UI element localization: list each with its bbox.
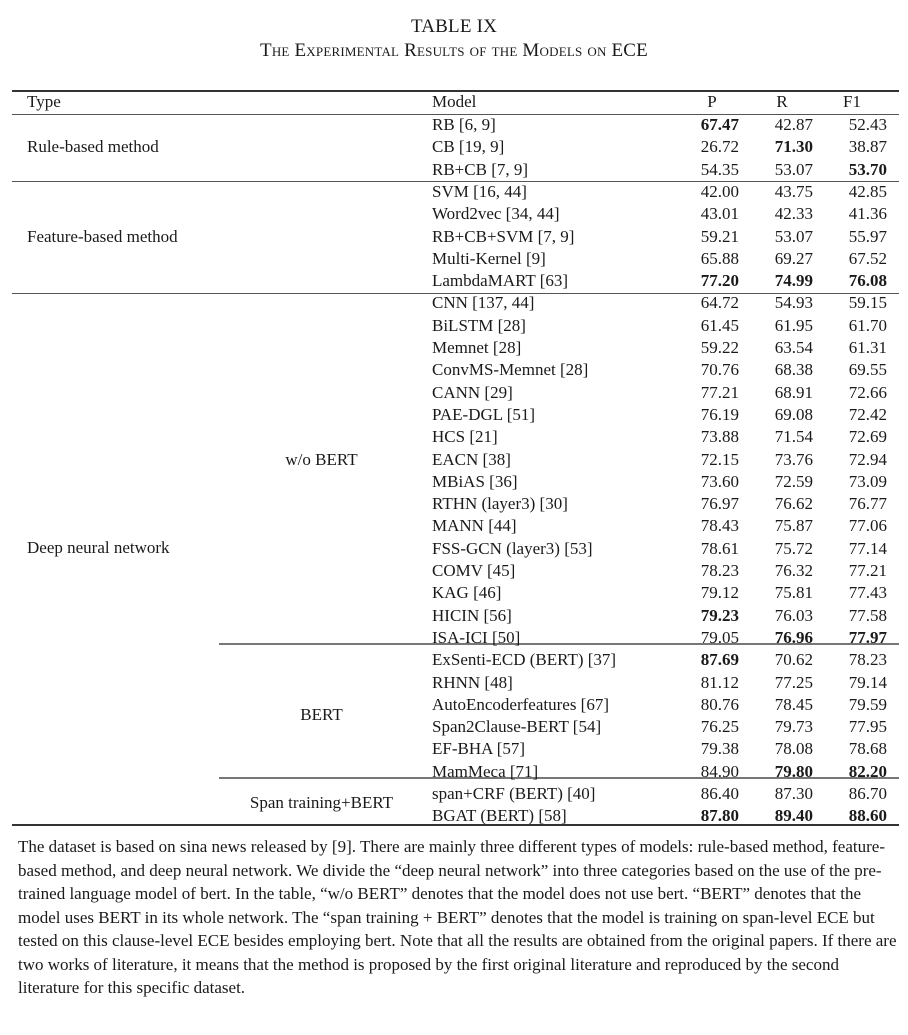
table-row — [12, 672, 899, 694]
metric-f1: 67.52 — [848, 248, 887, 268]
model-name: MamMeca [71] — [432, 761, 539, 781]
model-name: EF-BHA [57] — [432, 739, 526, 759]
metric-r: 42.87 — [774, 115, 813, 134]
metric-r: 70.62 — [774, 650, 813, 670]
table-row — [12, 605, 899, 627]
metric-r: 68.38 — [774, 360, 813, 380]
table-row — [12, 783, 899, 805]
metric-p: 86.40 — [700, 784, 739, 803]
metric-p: 78.23 — [700, 561, 739, 580]
metric-p: 76.25 — [700, 717, 739, 737]
metric-r: 43.75 — [774, 181, 813, 201]
metric-f1: 73.09 — [848, 471, 887, 491]
metric-f1: 69.55 — [848, 360, 887, 380]
table-row — [12, 805, 899, 827]
model-name: span+CRF (BERT) [40] — [432, 784, 596, 803]
metric-f1: 38.87 — [848, 137, 887, 157]
model-name: PAE-DGL [51] — [432, 404, 536, 424]
metric-p: 78.61 — [700, 538, 739, 558]
table-row — [12, 493, 899, 515]
metric-f1: 77.14 — [848, 538, 887, 558]
metric-p: 67.47 — [700, 115, 739, 134]
table-title: The Experimental Results of the Models on ECE — [260, 40, 648, 61]
metric-r: 76.62 — [774, 494, 813, 514]
header-model: Model — [432, 92, 477, 111]
table-row — [12, 203, 899, 225]
metric-p: 73.60 — [700, 471, 739, 491]
metric-f1: 79.59 — [848, 694, 887, 714]
model-name: KAG [46] — [432, 583, 502, 603]
table-row — [12, 471, 899, 493]
metric-f1: 55.97 — [848, 226, 887, 246]
model-name: LambdaMART [63] — [432, 271, 569, 291]
metric-f1: 53.70 — [848, 159, 887, 179]
metric-p: 84.90 — [700, 761, 739, 781]
metric-r: 75.87 — [774, 516, 813, 536]
metric-p: 77.20 — [700, 271, 739, 291]
header-f1: F1 — [843, 92, 861, 111]
metric-f1: 72.42 — [848, 404, 887, 424]
metric-r: 54.93 — [774, 293, 813, 313]
metric-p: 59.21 — [700, 226, 739, 246]
metric-r: 53.07 — [774, 226, 813, 246]
table-row — [12, 337, 899, 359]
metric-p: 42.00 — [700, 181, 739, 201]
metric-p: 79.38 — [700, 739, 739, 759]
metric-p: 87.80 — [700, 806, 739, 826]
metric-r: 79.80 — [774, 761, 813, 781]
table-number: TABLE IX — [410, 16, 498, 37]
metric-p: 81.12 — [700, 672, 739, 692]
metric-r: 71.30 — [774, 137, 813, 157]
table-row — [12, 582, 899, 604]
group-feature-based: Feature-based method — [27, 227, 178, 246]
table-row — [12, 270, 899, 292]
metric-r: 78.08 — [774, 739, 813, 759]
table-row — [12, 761, 899, 783]
table-footnote: The dataset is based on sina news released by [9]. There are mainly three different types of models: rule-based method, feature-based method, and deep neural network. We divide the “deep neural network” into three categories based on the use of the pre-trained language model of bert. In the table, “w/o BERT” denotes that the model does not use bert. “BERT” denotes that the model uses BERT in its whole network. The “span training + BERT” denotes that the model is training on span-level ECE but tested on this clause-level ECE besides employing bert. Note that all the results are obtained from the original papers. If there are two works of literature, it means that the method is proposed by the first original literature and reproduced by the second literature for this specific dataset. — [18, 837, 897, 997]
metric-r: 68.91 — [774, 382, 813, 402]
table-row — [12, 359, 899, 381]
metric-r: 87.30 — [774, 784, 813, 803]
model-name: RB+CB+SVM [7, 9] — [432, 226, 575, 246]
metric-r: 78.45 — [774, 694, 813, 714]
model-name: EACN [38] — [432, 449, 511, 469]
table-row — [12, 449, 899, 471]
model-name: CB [19, 9] — [432, 137, 505, 157]
metric-p: 72.15 — [700, 449, 739, 469]
metric-r: 72.59 — [774, 471, 813, 491]
metric-p: 79.23 — [700, 605, 739, 625]
metric-f1: 79.14 — [848, 672, 887, 692]
group-deep-neural-network: Deep neural network — [27, 538, 170, 557]
metric-f1: 82.20 — [848, 761, 887, 781]
table-row — [12, 382, 899, 404]
metric-p: 64.72 — [700, 293, 739, 313]
metric-f1: 61.31 — [848, 338, 887, 357]
metric-p: 54.35 — [700, 159, 739, 179]
metric-p: 59.22 — [700, 338, 739, 357]
metric-f1: 77.21 — [848, 561, 887, 580]
metric-r: 76.96 — [774, 627, 813, 647]
table-row — [12, 515, 899, 537]
metric-r: 63.54 — [774, 338, 813, 357]
metric-r: 76.03 — [774, 605, 813, 625]
metric-r: 69.08 — [774, 404, 813, 424]
table-row — [12, 716, 899, 738]
table-row — [12, 159, 899, 181]
model-name: RHNN [48] — [432, 672, 513, 692]
metric-r: 73.76 — [774, 449, 813, 469]
model-name: HCS [21] — [432, 427, 498, 447]
table-row — [12, 181, 899, 203]
model-name: ISA-ICI [50] — [432, 627, 521, 647]
metric-p: 87.69 — [700, 650, 739, 670]
metric-f1: 72.66 — [848, 382, 887, 402]
metric-f1: 61.70 — [848, 315, 887, 335]
metric-f1: 59.15 — [848, 293, 887, 313]
model-name: MBiAS [36] — [432, 471, 518, 491]
metric-f1: 78.23 — [848, 650, 887, 670]
model-name: MANN [44] — [432, 516, 517, 536]
metric-f1: 77.43 — [848, 583, 887, 603]
model-name: SVM [16, 44] — [432, 181, 527, 201]
metric-r: 75.81 — [774, 583, 813, 603]
model-name: Multi-Kernel [9] — [432, 248, 546, 268]
model-name: FSS-GCN (layer3) [53] — [432, 538, 593, 558]
model-name: BiLSTM [28] — [432, 315, 526, 335]
metric-p: 43.01 — [700, 204, 739, 224]
model-name: RTHN (layer3) [30] — [432, 494, 568, 514]
model-name: Word2vec [34, 44] — [432, 204, 560, 224]
metric-f1: 42.85 — [848, 181, 887, 201]
table-row — [12, 226, 899, 248]
metric-r: 79.73 — [774, 717, 813, 737]
header-r: R — [776, 92, 788, 111]
metric-r: 74.99 — [774, 271, 813, 291]
metric-p: 65.88 — [700, 248, 739, 268]
metric-p: 80.76 — [700, 694, 739, 714]
model-name: Span2Clause-BERT [54] — [432, 717, 602, 737]
table-row — [12, 538, 899, 560]
table-row — [12, 426, 899, 448]
metric-p: 61.45 — [700, 315, 739, 335]
metric-r: 75.72 — [774, 538, 813, 558]
metric-p: 26.72 — [700, 137, 739, 157]
group-rule-based: Rule-based method — [27, 137, 159, 156]
subgroup-span-training-bert: Span training+BERT — [249, 793, 394, 812]
metric-f1: 41.36 — [848, 204, 887, 224]
table-row — [12, 292, 899, 314]
model-name: CNN [137, 44] — [432, 293, 535, 313]
model-name: BGAT (BERT) [58] — [432, 806, 567, 826]
subgroup-bert: BERT — [300, 705, 343, 724]
metric-r: 76.32 — [774, 561, 813, 580]
metric-f1: 72.69 — [848, 427, 887, 447]
metric-f1: 77.95 — [848, 717, 887, 737]
metric-f1: 52.43 — [848, 115, 887, 134]
metric-p: 79.12 — [700, 583, 739, 603]
metric-f1: 77.58 — [848, 605, 887, 625]
metric-f1: 86.70 — [848, 784, 887, 803]
model-name: COMV [45] — [432, 561, 516, 580]
model-name: Memnet [28] — [432, 338, 522, 357]
model-name: RB [6, 9] — [432, 115, 496, 134]
subgroup-wo-bert: w/o BERT — [285, 450, 358, 469]
metric-p: 73.88 — [700, 427, 739, 447]
metric-f1: 76.77 — [848, 494, 887, 514]
metric-f1: 77.97 — [848, 627, 887, 647]
metric-f1: 88.60 — [848, 806, 887, 826]
metric-r: 77.25 — [774, 672, 813, 692]
metric-p: 77.21 — [700, 382, 739, 402]
table-row — [12, 738, 899, 760]
metric-p: 76.19 — [700, 404, 739, 424]
table-row — [12, 560, 899, 582]
table-row — [12, 248, 899, 270]
metric-r: 71.54 — [774, 427, 813, 447]
header-p: P — [707, 92, 717, 111]
metric-p: 79.05 — [700, 627, 739, 647]
metric-p: 78.43 — [700, 516, 739, 536]
table-row — [12, 694, 899, 716]
model-name: RB+CB [7, 9] — [432, 159, 529, 179]
metric-p: 70.76 — [700, 360, 739, 380]
metric-r: 89.40 — [774, 806, 813, 826]
table-row — [12, 649, 899, 671]
metric-r: 61.95 — [774, 315, 813, 335]
header-type: Type — [27, 92, 61, 111]
metric-p: 76.97 — [700, 494, 739, 514]
model-name: HICIN [56] — [432, 605, 512, 625]
table-row — [12, 114, 899, 136]
metric-r: 42.33 — [774, 204, 813, 224]
metric-f1: 76.08 — [848, 271, 887, 291]
metric-f1: 72.94 — [848, 449, 887, 469]
model-name: ConvMS-Memnet [28] — [432, 360, 589, 380]
table-row — [12, 627, 899, 649]
metric-f1: 77.06 — [848, 516, 887, 536]
model-name: CANN [29] — [432, 382, 513, 402]
metric-r: 69.27 — [774, 248, 813, 268]
table-row — [12, 136, 899, 158]
metric-f1: 78.68 — [848, 739, 887, 759]
table-row — [12, 315, 899, 337]
model-name: ExSenti-ECD (BERT) [37] — [432, 650, 617, 670]
model-name: AutoEncoderfeatures [67] — [432, 694, 610, 714]
table-row — [12, 404, 899, 426]
metric-r: 53.07 — [774, 159, 813, 179]
